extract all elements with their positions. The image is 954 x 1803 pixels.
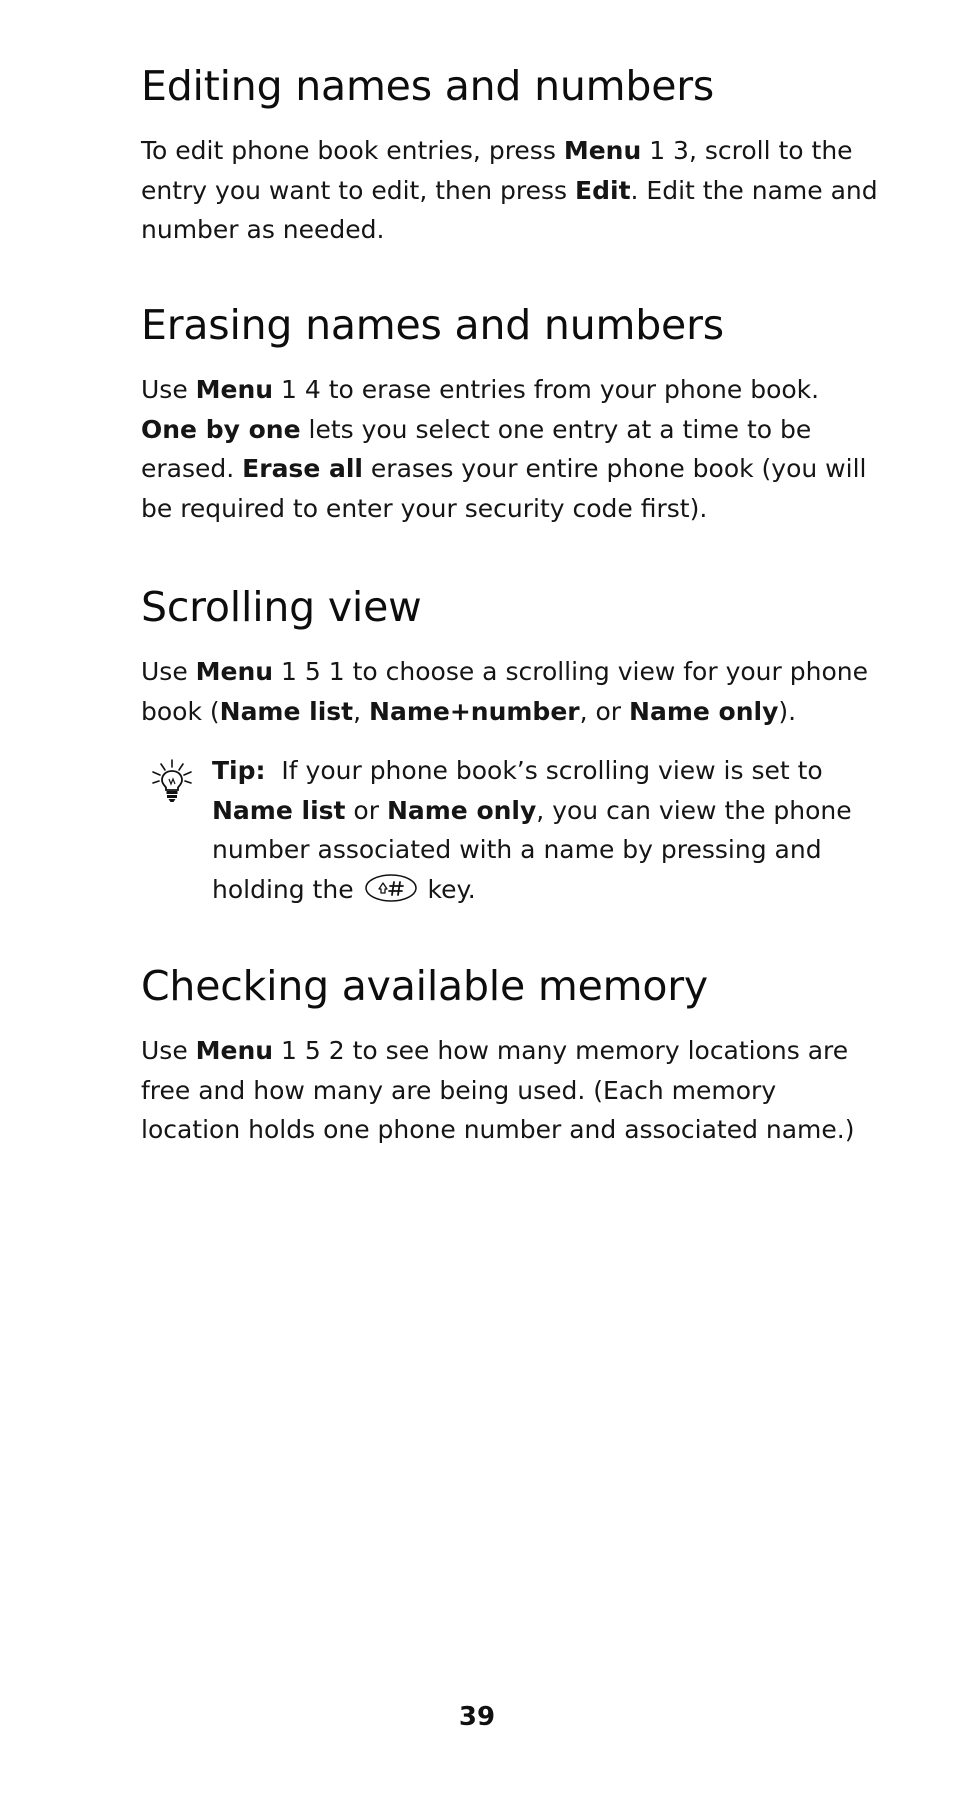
bold-term-one-by-one: One by one [141, 414, 301, 444]
text-run: , [353, 696, 370, 726]
tip-label: Tip: [212, 756, 266, 785]
text-run: lets you select one entry at a time to be erased. [141, 414, 812, 484]
bold-term-name-number: Name+number [369, 696, 580, 726]
text-run: Use [141, 657, 196, 687]
text-run: 1 5 2 to see how many memory locations are free and how many are being used. (Each memory location holds one phone number and associated name.) [141, 1036, 855, 1145]
text-run: ). [778, 696, 797, 726]
paragraph-editing [141, 131, 881, 250]
bold-term-name-only: Name only [629, 696, 779, 726]
text-run: To edit phone book entries, press [141, 136, 564, 166]
text-run: 1 4 to erase entries from your phone book. [273, 375, 820, 405]
page-number: 39 [458, 1702, 496, 1732]
text-run: , you can view the phone number associated with a name by pressing and holding the [212, 795, 852, 904]
text-run: Use [141, 1036, 196, 1066]
bold-term-menu: Menu [563, 136, 642, 166]
text-run: key. [419, 874, 476, 904]
text-run: . Edit the name and number as needed. [141, 175, 878, 245]
bold-term-name-only: Name only [386, 795, 537, 825]
bold-term-name-list: Name list [212, 795, 346, 825]
bold-term-erase-all: Erase all [242, 454, 363, 484]
bold-term-menu: Menu [195, 1036, 274, 1066]
section-erasing [141, 303, 881, 528]
paragraph-erasing [141, 370, 881, 528]
text-run: Use [141, 375, 196, 405]
section-title-erasing: Erasing names and numbers [141, 301, 724, 349]
section-title-editing: Editing names and numbers [141, 62, 715, 110]
section-title-checking: Checking available memory [141, 962, 708, 1010]
section-checking [141, 964, 881, 1150]
bold-term-name-list: Name list [219, 696, 354, 726]
section-editing [141, 64, 881, 250]
section-title-scrolling: Scrolling view [141, 583, 422, 631]
tip-text [212, 751, 881, 909]
text-run: If your phone book’s scrolling view is set to [265, 756, 831, 785]
bold-term-edit: Edit [575, 175, 631, 205]
paragraph-scrolling [141, 652, 881, 731]
paragraph-checking [141, 1031, 881, 1150]
text-run: or [345, 795, 387, 825]
bold-term-menu: Menu [195, 375, 274, 405]
text-run: 1 3, scroll to the entry you want to edit, then press [141, 136, 853, 205]
section-scrolling [141, 585, 881, 731]
text-run: erases your entire phone book (you will be required to enter your security code first). [141, 454, 867, 523]
text-run: 1 5 1 to choose a scrolling view for your phone book ( [141, 657, 868, 726]
bold-term-menu: Menu [195, 657, 274, 687]
text-run: , or [579, 696, 630, 726]
hash-key-icon [364, 873, 418, 903]
lightbulb-icon [149, 757, 195, 803]
